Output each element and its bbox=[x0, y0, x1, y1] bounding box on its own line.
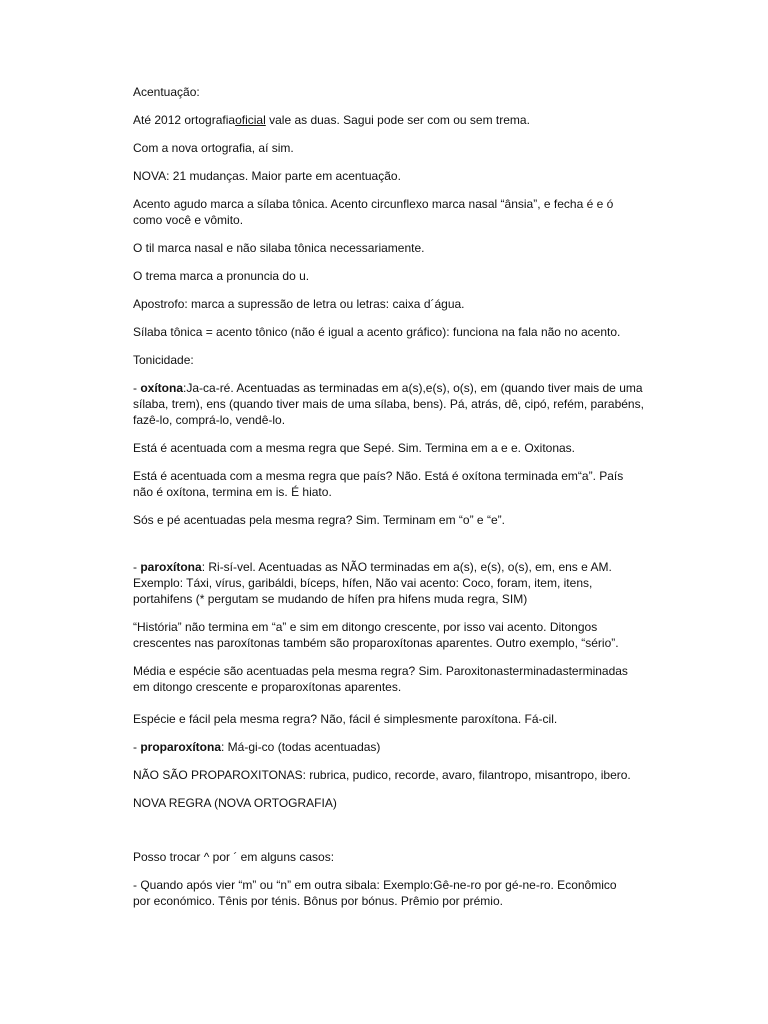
document-line: portahifens (* pergutam se mudando de hífen pra hifens muda regra, SIM) bbox=[133, 592, 528, 606]
underlined-word: oficial bbox=[235, 113, 266, 127]
document-line: fazê-lo, comprá-lo, vendê-lo. bbox=[133, 413, 286, 427]
document-line: - Quando após vier “m” ou “n” em outra sibala: Exemplo:Gê-ne-ro por gé-ne-ro. Econômico bbox=[133, 878, 617, 892]
document-line: - oxítona:Ja-ca-ré. Acentuadas as terminadas em a(s),e(s), o(s), em (quando tiver mais de uma bbox=[133, 381, 643, 395]
document-line: Está é acentuada com a mesma regra que Sepé. Sim. Termina em a e e. Oxitonas. bbox=[133, 441, 576, 455]
document-line: não é oxítona, termina em is. É hiato. bbox=[133, 485, 332, 499]
document-line: Com a nova ortografia, aí sim. bbox=[133, 141, 294, 155]
document-line: como você e vômito. bbox=[133, 213, 244, 227]
document-line: crescentes nas paroxítonas também são proparoxítonas aparentes. Outro exemplo, “sério”. bbox=[133, 636, 619, 650]
document-line: Apostrofo: marca a supressão de letra ou letras: caixa d´água. bbox=[133, 297, 465, 311]
document-line: - paroxítona: Ri-sí-vel. Acentuadas as NÃO terminadas em a(s), e(s), o(s), em, ens e AM. bbox=[133, 560, 612, 574]
bold-term: proparoxítona bbox=[140, 740, 222, 754]
document-line: NÃO SÃO PROPAROXITONAS: rubrica, pudico, recorde, avaro, filantropo, misantropo, ibero. bbox=[133, 768, 631, 782]
document-line: “História” não termina em “a” e sim em ditongo crescente, por isso vai acento. Ditongos bbox=[133, 620, 598, 634]
document-line: sílaba, trem), ens (quando tiver mais de uma sílaba, bens). Pá, atrás, dê, cipó, refém, parabéns, bbox=[133, 397, 644, 411]
document-line: Posso trocar ^ por ´ em alguns casos: bbox=[133, 850, 335, 864]
document-line: em ditongo crescente e proparoxítonas aparentes. bbox=[133, 680, 402, 694]
bold-term: oxítona bbox=[140, 381, 184, 395]
document-line: Tonicidade: bbox=[133, 353, 194, 367]
document-line: Média e espécie são acentuadas pela mesma regra? Sim. Paroxitonasterminadasterminadas bbox=[133, 664, 628, 678]
document-line: Acento agudo marca a sílaba tônica. Acento circunflexo marca nasal “ânsia”, e fecha é e ó bbox=[133, 197, 614, 211]
document-line: Espécie e fácil pela mesma regra? Não, fácil é simplesmente paroxítona. Fá-cil. bbox=[133, 712, 558, 726]
document-line: NOVA: 21 mudanças. Maior parte em acentuação. bbox=[133, 169, 401, 183]
bold-term: paroxítona bbox=[140, 560, 202, 574]
document-line: Sós e pé acentuadas pela mesma regra? Sim. Terminam em “o” e “e”. bbox=[133, 513, 505, 527]
document-line: Até 2012 ortografiaoficial vale as duas. Sagui pode ser com ou sem trema. bbox=[133, 113, 530, 127]
document-line: O til marca nasal e não silaba tônica necessariamente. bbox=[133, 241, 425, 255]
document-line: Sílaba tônica = acento tônico (não é igual a acento gráfico): funciona na fala não no acento. bbox=[133, 325, 621, 339]
document-line: Está é acentuada com a mesma regra que país? Não. Está é oxítona terminada em“a”. País bbox=[133, 469, 624, 483]
document-line: NOVA REGRA (NOVA ORTOGRAFIA) bbox=[133, 796, 337, 810]
document-line: - proparoxítona: Má-gi-co (todas acentuadas) bbox=[133, 740, 381, 754]
document-line: O trema marca a pronuncia do u. bbox=[133, 269, 310, 283]
document-line: Acentuação: bbox=[133, 85, 200, 99]
document-line: por económico. Tênis por ténis. Bônus por bónus. Prêmio por prémio. bbox=[133, 894, 503, 908]
document-line: Exemplo: Táxi, vírus, garibáldi, bíceps, hífen, Não vai acento: Coco, foram, item, itens, bbox=[133, 576, 593, 590]
